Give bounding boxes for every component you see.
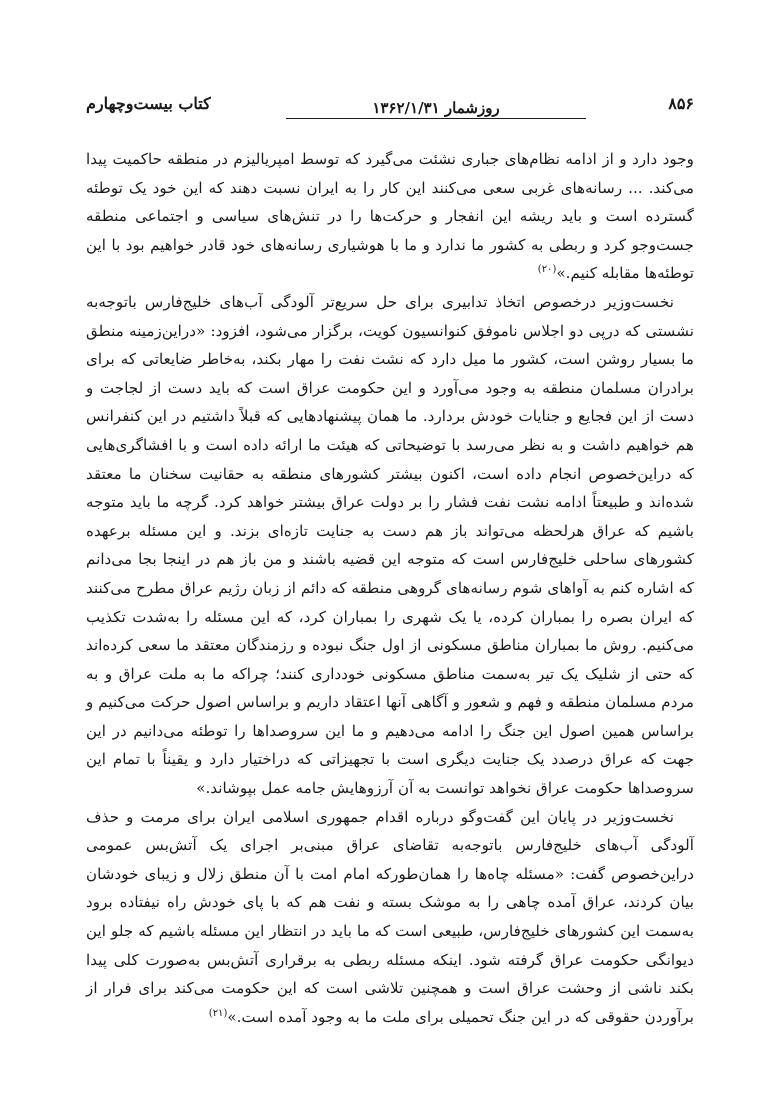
page-number: ۸۵۶ — [668, 94, 694, 113]
paragraph-2 — [86, 288, 694, 803]
footnote-ref: (۲۱) — [208, 1007, 228, 1019]
paragraph-1 — [86, 145, 694, 288]
paragraph-3 — [86, 803, 694, 1032]
paragraph-text: نخست‌وزیر در پایان این گفت‌وگو درباره اقدام جمهوری اسلامی ایران برای مرمت و حذف آلودگی آب‌های خلیج‌فارس باتوجه‌به تقاضای عراق مبنی‌بر اجرای یک آتش‌بس عمومی دراین‌خصوص گفت: «مسئله چاه‌ها را همان‌طورکه امام امت با آن منطق زلال و زیبای خودشان بیان کردند، عراق آمده چاهی را به موشک بسته و نفت هم که با پای خودش راه نیفتاده برود به‌سمت این کشورهای خلیج‌فارس، طبیعی است که ما باید در انتظار این مسئله باشیم که جلو این دیوانگی حکومت عراق گرفته شود. اینکه مسئله ربطی به برقراری آتش‌بس به‌صورت کلی پیدا بکند ناشی از وحشت عراق است و همچنین تلاشی است که این حکومت می‌کند برای فرار از برآوردن حقوقی که در این جنگ تحمیلی برای ملت ما به وجود آمده است.» — [86, 807, 694, 1026]
book-title: کتاب بیست‌وچهارم — [86, 94, 211, 113]
paragraph-text: وجود دارد و از ادامه نظام‌های جباری نشئت می‌گیرد که توسط امپریالیزم در منطقه حاکمیت پیدا می‌کند. ... رسانه‌های غربی سعی می‌کنند این کار را به ایران نسبت دهند که این خود یک توطئه گسترده است و باید ریشه این انفجار و حرکت‌ها را در تنش‌های سیاسی و اجتماعی منطقه جست‌وجو کرد و ربطی به کشور ما ندارد و ما با هوشیاری رسانه‌های خود قادر خواهیم بود با این توطئه‌ها مقابله کنیم.» — [86, 150, 694, 283]
header-date: روزشمار ۱۳۶۲/۱/۳۱ — [372, 99, 500, 117]
footnote-ref: (۲۰) — [537, 264, 557, 276]
running-header — [86, 92, 694, 122]
header-date-rule — [286, 96, 586, 119]
paragraph-text: نخست‌وزیر درخصوص اتخاذ تدابیری برای حل سریع‌تر آلودگی آب‌های خلیج‌فارس باتوجه‌به نشستی که درپی دو اجلاس ناموفق کنوانسیون کویت، برگزار می‌شود، افزود: «دراین‌زمینه منطق ما بسیار روشن است، کشور ما میل دارد که نشت نفت را مهار بکند، به‌خاطر ضایعاتی که برای برادران مسلمان منطقه به وجود می‌آورد و این حکومت عراق است که باید دست از لجاجت و دست از این فجایع و جنایات خودش بردارد. ما همان پیشنهادهایی که قبلاً داشتیم در این کنفرانس هم خواهیم داشت و به نظر می‌رسد با توضیحاتی که هیئت ما ارائه داده است و با افشاگری‌هایی که دراین‌خصوص انجام داده است، اکنون بیشتر کشورهای منطقه به حقانیت سخنان ما معتقد شده‌اند و طبیعتاً ادامه نشت نفت فشار را بر دولت عراق بیشتر خواهد کرد. گرچه ما باید متوجه باشیم که عراق هرلحظه می‌تواند باز هم دست به جنایت تازه‌ای بزند. و این مسئله برعهده کشورهای ساحلی خلیج‌فارس است که متوجه این قضیه باشند و من باز هم در اینجا بجا می‌دانم که اشاره کنم به آواهای شوم رسانه‌های گروهی منطقه که دائم از زبان رژیم عراق مطرح می‌کنند که ایران بصره را بمباران کرده، یا یک شهری را بمباران کرد، که این مسئله را به‌شدت تکذیب می‌کنیم. روش ما بمباران مناطق مسکونی از اول جنگ نبوده و رزمندگان معتقد ما سعی کرده‌اند که حتی از شلیک یک تیر به‌سمت مناطق مسکونی خودداری کنند؛ چراکه ما به ملت عراق و به مردم مسلمان منطقه و فهم و شعور و آگاهی آنها اعتقاد داریم و براساس اصول حرکت می‌کنیم و براساس همین اصول این جنگ را ادامه می‌دهیم و ما این سروصداها را توطئه می‌دانیم در این جهت که عراق درصدد یک جنایت دیگری است با تجهیزاتی که دراختیار دارد و یقیناً با تمام این سروصداها حکومت عراق نخواهد توانست به آن آرزوهایش جامه عمل بپوشاند.» — [86, 292, 694, 798]
body-text — [86, 145, 694, 1031]
